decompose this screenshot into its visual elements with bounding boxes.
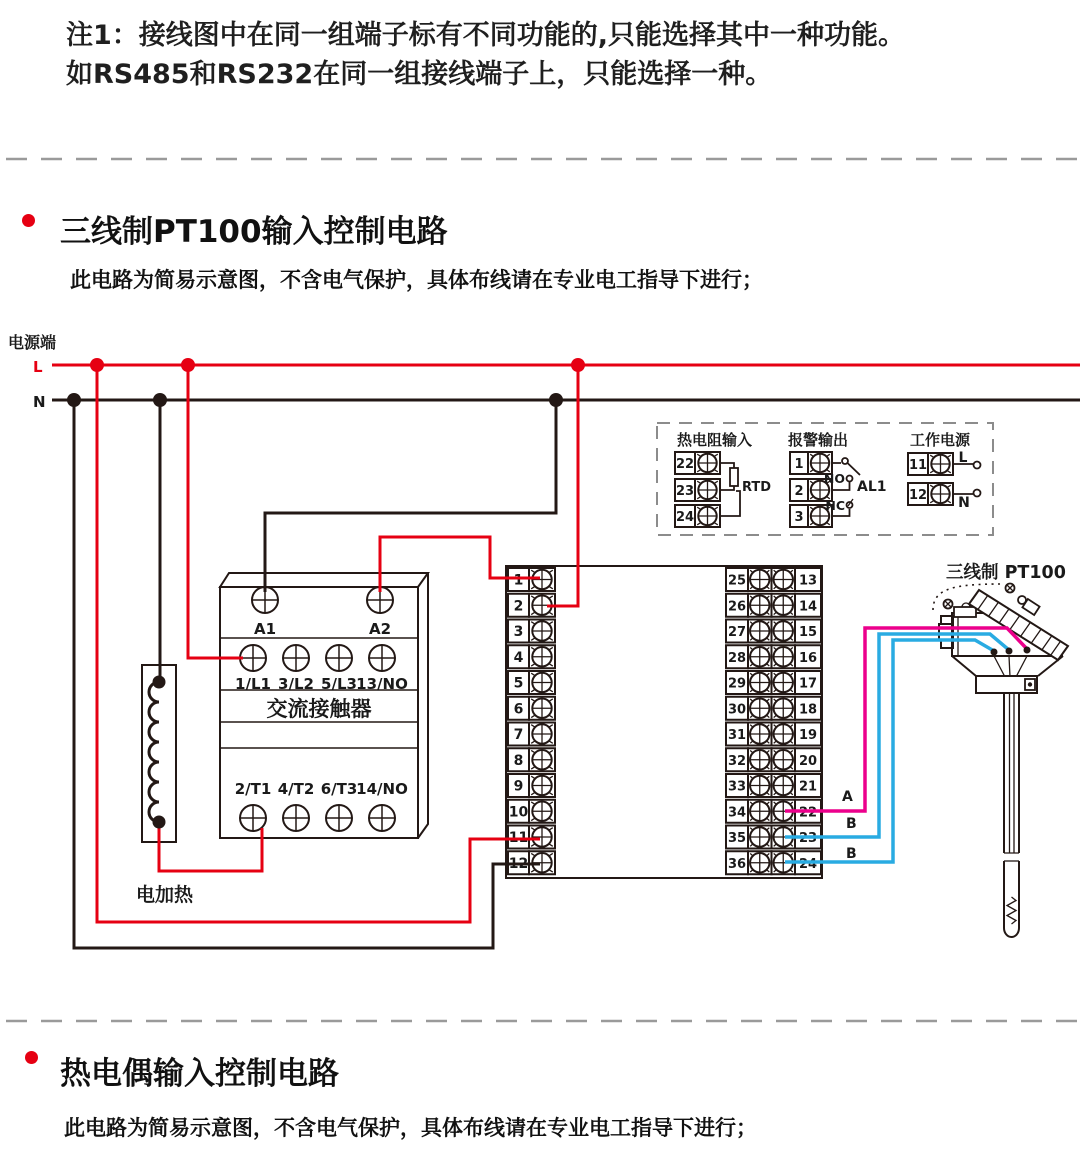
svg-text:7: 7 bbox=[513, 727, 524, 743]
contactor-screw-icon bbox=[326, 645, 352, 671]
note-line-1: 注1：接线图中在同一组端子标有不同功能的,只能选择其中一种功能。 bbox=[66, 20, 906, 51]
sensor-element-icon bbox=[1007, 897, 1016, 924]
terminal-screw-icon bbox=[529, 723, 555, 746]
svg-text:27: 27 bbox=[727, 625, 747, 640]
terminal-screw-icon bbox=[748, 697, 772, 720]
contactor-screw-icon bbox=[283, 645, 309, 671]
terminal-screw-icon bbox=[529, 645, 555, 668]
svg-text:15: 15 bbox=[798, 625, 818, 640]
terminal-screw-icon bbox=[928, 453, 953, 475]
note-line-2: 如RS485和RS232在同一组接线端子上，只能选择一种。 bbox=[66, 59, 773, 90]
terminal-number-cell bbox=[726, 671, 748, 694]
terminal-number-cell bbox=[795, 671, 821, 694]
alarm-nc-label: NC bbox=[825, 498, 845, 513]
terminal-number-cell bbox=[508, 748, 529, 771]
heater bbox=[142, 665, 176, 842]
terminal-screw-icon bbox=[772, 723, 796, 746]
terminal-number-cell bbox=[726, 826, 748, 849]
svg-text:31: 31 bbox=[727, 728, 747, 743]
terminal-screw-icon bbox=[529, 697, 555, 720]
supply-neutral-label: N bbox=[958, 495, 970, 511]
wire-neutral-to-a1 bbox=[265, 400, 556, 592]
svg-text:30: 30 bbox=[727, 702, 747, 718]
terminal-screw-icon bbox=[748, 723, 772, 746]
terminal-number-cell bbox=[726, 774, 748, 797]
supply-title: 工作电源 bbox=[910, 431, 971, 449]
contactor-a2-label: A2 bbox=[368, 620, 392, 638]
contactor-a1-label: A1 bbox=[253, 620, 277, 638]
terminal-number-cell bbox=[508, 620, 529, 643]
svg-text:32: 32 bbox=[727, 753, 747, 769]
terminal-number-cell bbox=[726, 697, 748, 720]
terminal-screw-icon bbox=[772, 748, 796, 771]
svg-text:24: 24 bbox=[798, 856, 818, 872]
svg-text:22: 22 bbox=[675, 457, 695, 472]
live-line-label: L bbox=[33, 358, 43, 376]
terminal-screw-icon bbox=[748, 671, 772, 694]
svg-text:21: 21 bbox=[798, 779, 818, 795]
svg-text:12: 12 bbox=[908, 488, 928, 503]
contactor-14no-label: 14/NO bbox=[356, 780, 408, 798]
terminal-screw-icon bbox=[748, 826, 772, 849]
terminal-number-cell bbox=[508, 800, 529, 823]
alarm-relay-label: AL1 bbox=[857, 479, 887, 495]
terminal-number-cell bbox=[790, 452, 808, 474]
svg-text:5: 5 bbox=[513, 675, 524, 692]
supply-live-label: L bbox=[958, 450, 968, 466]
svg-text:4: 4 bbox=[513, 649, 524, 666]
svg-text:23: 23 bbox=[675, 484, 695, 499]
contactor-screw-icon bbox=[240, 645, 266, 671]
svg-text:29: 29 bbox=[727, 676, 747, 692]
svg-text:20: 20 bbox=[798, 753, 818, 769]
contactor-screw-icon bbox=[369, 645, 395, 671]
svg-text:2: 2 bbox=[794, 484, 804, 499]
svg-text:6: 6 bbox=[513, 701, 524, 718]
terminal-screw-icon bbox=[772, 620, 796, 643]
terminal-screw-icon bbox=[772, 774, 796, 797]
contactor-3l2-label: 3/L2 bbox=[278, 675, 314, 693]
terminal-screw-icon bbox=[772, 568, 796, 591]
svg-text:36: 36 bbox=[727, 856, 747, 872]
terminal-number-cell bbox=[726, 800, 748, 823]
alarm-no-label: NO bbox=[823, 471, 845, 486]
svg-text:3: 3 bbox=[794, 510, 804, 525]
svg-text:2: 2 bbox=[513, 598, 524, 615]
neutral-line-label: N bbox=[33, 393, 46, 411]
svg-text:10: 10 bbox=[508, 804, 529, 821]
terminal-screw-icon bbox=[748, 774, 772, 797]
contactor-2t1-label: 2/T1 bbox=[234, 780, 272, 798]
svg-text:22: 22 bbox=[798, 805, 818, 821]
sensor-label: 三线制 PT100 bbox=[946, 563, 1066, 583]
svg-text:33: 33 bbox=[727, 779, 747, 795]
terminal-number-cell bbox=[908, 453, 928, 475]
svg-text:1: 1 bbox=[794, 457, 804, 472]
svg-text:35: 35 bbox=[727, 831, 747, 846]
contactor-screw-icon bbox=[283, 805, 309, 831]
terminal-number-cell bbox=[726, 723, 748, 746]
terminal-screw-icon bbox=[529, 620, 555, 643]
terminal-number-cell bbox=[726, 594, 748, 617]
terminal-screw-icon bbox=[529, 671, 555, 694]
terminal-screw-icon bbox=[748, 748, 772, 771]
svg-text:24: 24 bbox=[675, 510, 695, 525]
terminal-screw-icon bbox=[529, 826, 555, 849]
wire-label-b1: B bbox=[846, 816, 857, 832]
terminal-screw-icon bbox=[928, 483, 953, 505]
svg-text:1: 1 bbox=[513, 572, 524, 589]
svg-text:18: 18 bbox=[798, 702, 818, 718]
svg-text:28: 28 bbox=[727, 650, 747, 666]
section2-title: 热电偶输入控制电路 bbox=[60, 1056, 339, 1092]
terminal-screw-icon bbox=[748, 568, 772, 591]
terminal-screw-icon bbox=[772, 671, 796, 694]
svg-text:19: 19 bbox=[798, 728, 818, 743]
terminal-screw-icon bbox=[772, 594, 796, 617]
svg-text:34: 34 bbox=[727, 805, 747, 821]
wire-label-b2: B bbox=[846, 846, 857, 862]
terminal-screw-icon bbox=[748, 620, 772, 643]
terminal-screw-icon bbox=[748, 851, 772, 874]
terminal-screw-icon bbox=[695, 479, 720, 501]
terminal-number-cell bbox=[508, 671, 529, 694]
svg-text:17: 17 bbox=[798, 676, 818, 692]
svg-text:9: 9 bbox=[513, 778, 524, 795]
terminal-number-cell bbox=[726, 568, 748, 591]
terminal-screw-icon bbox=[529, 774, 555, 797]
section2-subtitle: 此电路为简易示意图，不含电气保护，具体布线请在专业电工指导下进行； bbox=[64, 1116, 757, 1140]
svg-text:11: 11 bbox=[508, 830, 529, 846]
terminal-number-cell bbox=[795, 774, 821, 797]
controller bbox=[506, 566, 822, 878]
terminal-screw-icon bbox=[748, 645, 772, 668]
terminal-screw-icon bbox=[529, 800, 555, 823]
terminal-number-cell bbox=[726, 748, 748, 771]
contactor-5l3-label: 5/L3 bbox=[321, 675, 357, 693]
terminal-number-cell bbox=[508, 697, 529, 720]
svg-text:25: 25 bbox=[727, 573, 747, 589]
svg-text:26: 26 bbox=[727, 599, 747, 615]
terminal-screw-icon bbox=[695, 505, 720, 527]
contactor-6t3-label: 6/T3 bbox=[320, 780, 358, 798]
contactor-screw-icon bbox=[240, 805, 266, 831]
wire-label-a: A bbox=[842, 789, 853, 805]
terminal-screw-icon bbox=[772, 645, 796, 668]
terminal-number-cell bbox=[795, 568, 821, 591]
terminal-number-cell bbox=[795, 645, 821, 668]
contactor-4t2-label: 4/T2 bbox=[277, 780, 315, 798]
pt100-sensor bbox=[933, 584, 1068, 938]
terminal-number-cell bbox=[508, 826, 529, 849]
contactor-1l1-label: 1/L1 bbox=[235, 675, 271, 693]
svg-text:14: 14 bbox=[798, 599, 818, 615]
svg-text:12: 12 bbox=[508, 855, 529, 872]
terminal-number-cell bbox=[795, 594, 821, 617]
svg-text:3: 3 bbox=[513, 624, 524, 640]
terminal-screw-icon bbox=[748, 800, 772, 823]
terminal-screw-icon bbox=[695, 452, 720, 474]
terminal-screw-icon bbox=[748, 594, 772, 617]
terminal-number-cell bbox=[795, 723, 821, 746]
section1-subtitle: 此电路为简易示意图，不含电气保护，具体布线请在专业电工指导下进行； bbox=[70, 268, 763, 292]
terminal-number-cell bbox=[675, 505, 695, 527]
svg-text:16: 16 bbox=[798, 650, 818, 666]
supply-wiring bbox=[953, 462, 981, 497]
terminal-number-cell bbox=[790, 505, 808, 527]
terminal-number-cell bbox=[508, 645, 529, 668]
svg-text:11: 11 bbox=[908, 458, 928, 473]
terminal-number-cell bbox=[795, 697, 821, 720]
power-terminal-label: 电源端 bbox=[8, 333, 57, 352]
terminal-number-cell bbox=[790, 479, 808, 501]
terminal-number-cell bbox=[508, 774, 529, 797]
terminal-number-cell bbox=[726, 645, 748, 668]
terminal-number-cell bbox=[795, 748, 821, 771]
alarm-output-title: 报警输出 bbox=[788, 431, 849, 449]
section1-title: 三线制PT100输入控制电路 bbox=[60, 214, 448, 250]
terminal-number-cell bbox=[508, 594, 529, 617]
terminal-number-cell bbox=[726, 851, 748, 874]
svg-text:23: 23 bbox=[798, 831, 818, 846]
svg-text:13: 13 bbox=[798, 573, 818, 589]
terminal-screw-icon bbox=[772, 697, 796, 720]
rtd-input-title: 热电阻输入 bbox=[677, 431, 753, 449]
contactor-13no-label: 13/NO bbox=[356, 675, 408, 693]
terminal-screw-icon bbox=[529, 748, 555, 771]
heater-label: 电加热 bbox=[136, 884, 194, 906]
terminal-number-cell bbox=[795, 620, 821, 643]
terminal-number-cell bbox=[675, 452, 695, 474]
rtd-wiring bbox=[720, 463, 740, 516]
svg-text:8: 8 bbox=[513, 752, 524, 769]
terminal-number-cell bbox=[508, 723, 529, 746]
terminal-number-cell bbox=[675, 479, 695, 501]
terminal-number-cell bbox=[908, 483, 928, 505]
contactor-screw-icon bbox=[326, 805, 352, 831]
contactor-screw-icon bbox=[369, 805, 395, 831]
terminal-number-cell bbox=[726, 620, 748, 643]
contactor-name-label: 交流接触器 bbox=[266, 697, 372, 721]
rtd-resistor-label: RTD bbox=[742, 480, 772, 495]
